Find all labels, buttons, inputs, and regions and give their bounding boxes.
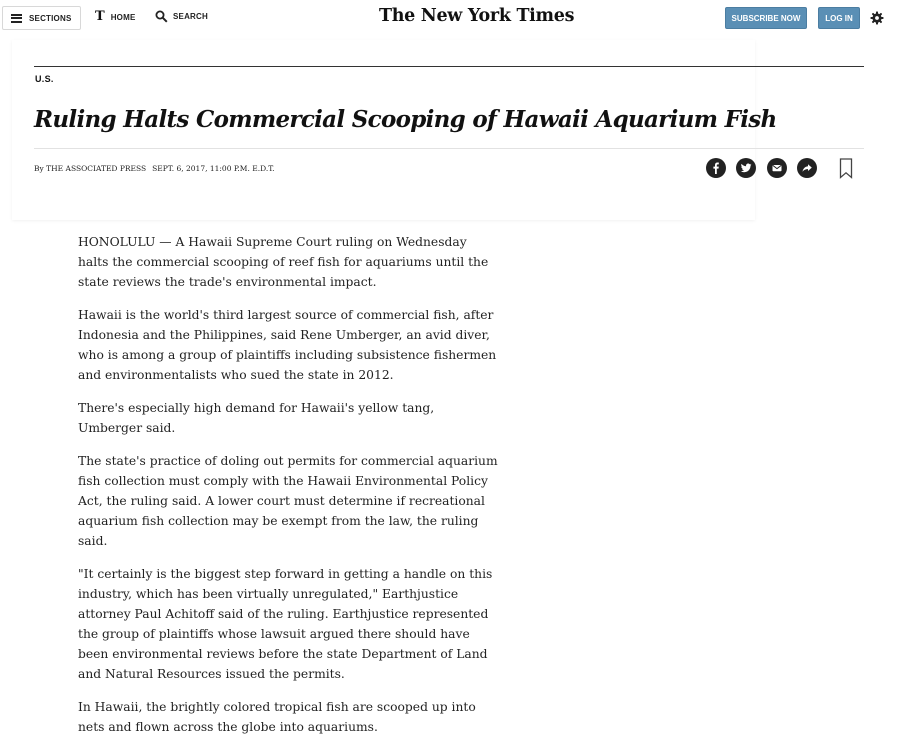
masthead-logo[interactable]: The New York Times bbox=[379, 6, 575, 26]
share-icon bbox=[801, 162, 813, 174]
home-label: HOME bbox=[110, 12, 136, 22]
article-paragraph: "It certainly is the biggest step forward in getting a handle on this industry, which has been virtually unregulated," Earthjustice attorney Paul Achitoff said of the ruling. Earthjustice represented the group of plaintiffs whose lawsuit argued there should have been environmental reviews before the state Department of Land and Natural Resources issued the permits. bbox=[78, 567, 493, 681]
search-button[interactable] bbox=[155, 10, 208, 23]
search-label: SEARCH bbox=[173, 12, 208, 21]
article-paragraph: In Hawaii, the brightly colored tropical fish are scooped up into nets and flown across the globe into aquariums. bbox=[78, 700, 476, 734]
section-kicker[interactable]: U.S. bbox=[35, 74, 54, 84]
top-navigation-bar bbox=[0, 0, 900, 36]
twitter-icon bbox=[740, 162, 752, 174]
home-link[interactable] bbox=[95, 10, 136, 24]
share-facebook-button[interactable] bbox=[706, 158, 726, 178]
byline bbox=[34, 164, 275, 173]
article-body bbox=[78, 232, 498, 750]
share-email-button[interactable] bbox=[767, 158, 787, 178]
subscribe-button[interactable]: SUBSCRIBE NOW bbox=[725, 7, 807, 29]
header-divider bbox=[34, 66, 864, 67]
facebook-icon bbox=[710, 162, 722, 174]
article-paragraph: Hawaii is the world's third largest source of commercial fish, after Indonesia and the Philippines, said Rene Umberger, an avid diver, who is among a group of plaintiffs including subsistence fishermen and environmentalists who sued the state in 2012. bbox=[78, 308, 497, 382]
share-more-button[interactable] bbox=[797, 158, 817, 178]
sections-button[interactable] bbox=[2, 6, 81, 30]
nyt-t-logo-icon: T bbox=[95, 9, 105, 24]
article-paragraph: The state's practice of doling out permits for commercial aquarium fish collection must comply with the Hawaii Environmental Policy Act, the ruling said. A lower court must determine if recreational aquarium fish collection may be exempt from the law, the ruling said. bbox=[78, 454, 498, 548]
byline-date: SEPT. 6, 2017, 11:00 P.M. E.D.T. bbox=[152, 164, 275, 173]
search-icon bbox=[155, 10, 168, 23]
share-twitter-button[interactable] bbox=[736, 158, 756, 178]
sections-label: SECTIONS bbox=[29, 13, 72, 23]
gear-icon[interactable] bbox=[870, 11, 884, 25]
byline-author: By THE ASSOCIATED PRESS bbox=[34, 164, 147, 173]
email-icon bbox=[771, 162, 783, 174]
hamburger-menu-icon bbox=[11, 14, 22, 23]
article-paragraph: There's especially high demand for Hawaii's yellow tang, Umberger said. bbox=[78, 401, 435, 435]
login-button[interactable]: LOG IN bbox=[818, 7, 860, 29]
headline-divider bbox=[34, 148, 864, 149]
bookmark-icon[interactable] bbox=[839, 158, 853, 179]
article-paragraph: HONOLULU — A Hawaii Supreme Court ruling on Wednesday halts the commercial scooping of reef fish for aquariums until the state reviews the trade's environmental impact. bbox=[78, 235, 489, 289]
article-headline: Ruling Halts Commercial Scooping of Hawaii Aquarium Fish bbox=[34, 106, 777, 133]
